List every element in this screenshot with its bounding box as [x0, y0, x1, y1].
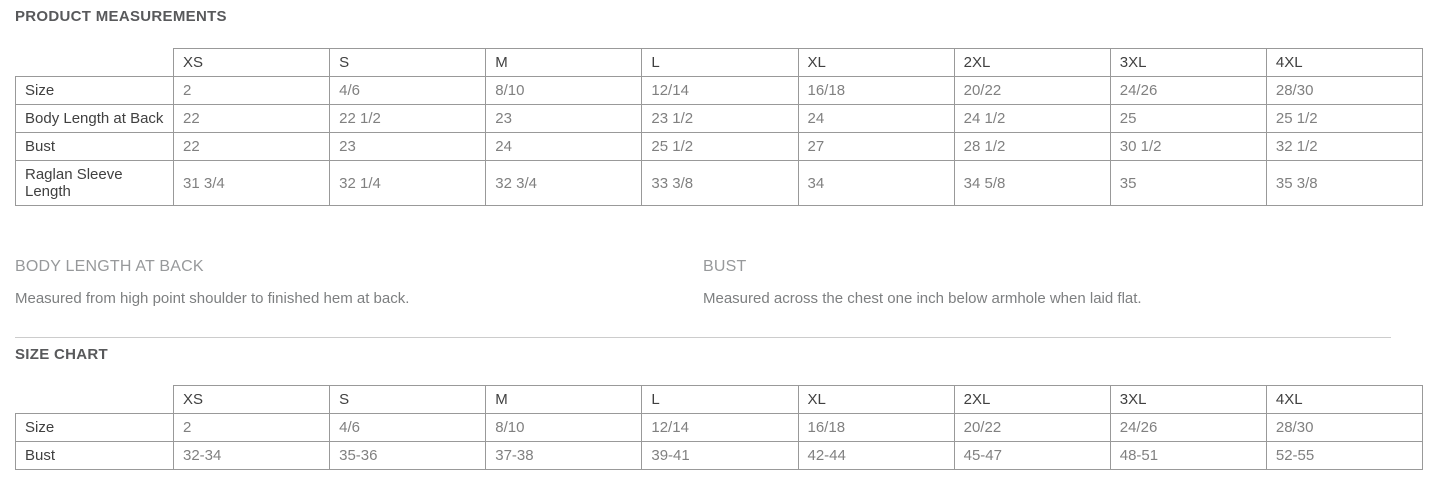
table-cell: 22	[174, 133, 330, 161]
table-cell: 25	[1110, 105, 1266, 133]
corner-cell	[16, 386, 174, 414]
definition-body-length	[15, 258, 703, 307]
definition-description: Measured across the chest one inch below armhole when laid flat.	[703, 290, 1142, 307]
table-row-body-length	[16, 105, 1423, 133]
column-header-2xl: 2XL	[954, 386, 1110, 414]
table-cell: 48-51	[1110, 442, 1266, 470]
definition-title: BODY LENGTH AT BACK	[15, 258, 204, 275]
size-chart-table	[15, 385, 1423, 470]
table-cell: 24	[486, 133, 642, 161]
column-header-4xl: 4XL	[1266, 49, 1422, 77]
size-chart-header-row	[16, 386, 1423, 414]
table-cell: 24/26	[1110, 414, 1266, 442]
table-cell: 25 1/2	[1266, 105, 1422, 133]
table-cell: 33 3/8	[642, 161, 798, 206]
table-cell: 42-44	[798, 442, 954, 470]
column-header-3xl: 3XL	[1110, 49, 1266, 77]
column-header-3xl: 3XL	[1110, 386, 1266, 414]
column-header-xs: XS	[174, 386, 330, 414]
table-cell: 12/14	[642, 77, 798, 105]
table-cell: 52-55	[1266, 442, 1422, 470]
table-cell: 35	[1110, 161, 1266, 206]
table-cell: 2	[174, 77, 330, 105]
table-cell: 34 5/8	[954, 161, 1110, 206]
column-header-m: M	[486, 49, 642, 77]
table-row-size	[16, 77, 1423, 105]
page-title: PRODUCT MEASUREMENTS	[15, 8, 227, 25]
row-label-size: Size	[16, 77, 174, 105]
table-cell: 34	[798, 161, 954, 206]
definition-title: BUST	[703, 258, 747, 275]
table-cell: 8/10	[486, 77, 642, 105]
row-label-bust: Bust	[16, 442, 174, 470]
table-cell: 20/22	[954, 77, 1110, 105]
table-cell: 32 3/4	[486, 161, 642, 206]
column-header-s: S	[330, 49, 486, 77]
table-cell: 16/18	[798, 77, 954, 105]
table-cell: 4/6	[330, 414, 486, 442]
section-divider	[15, 337, 1391, 338]
table-cell: 25 1/2	[642, 133, 798, 161]
column-header-l: L	[642, 386, 798, 414]
table-cell: 32 1/2	[1266, 133, 1422, 161]
table-cell: 31 3/4	[174, 161, 330, 206]
table-cell: 4/6	[330, 77, 486, 105]
size-chart-title: SIZE CHART	[15, 346, 108, 363]
table-cell: 32-34	[174, 442, 330, 470]
table-cell: 37-38	[486, 442, 642, 470]
table-cell: 35-36	[330, 442, 486, 470]
table-cell: 16/18	[798, 414, 954, 442]
table-cell: 8/10	[486, 414, 642, 442]
definition-description: Measured from high point shoulder to finished hem at back.	[15, 290, 410, 307]
row-label-body-length: Body Length at Back	[16, 105, 174, 133]
table-cell: 23	[330, 133, 486, 161]
table-cell: 20/22	[954, 414, 1110, 442]
table-cell: 22	[174, 105, 330, 133]
measurements-header-row	[16, 49, 1423, 77]
column-header-xs: XS	[174, 49, 330, 77]
table-row-bust	[16, 442, 1423, 470]
table-cell: 23	[486, 105, 642, 133]
corner-cell	[16, 49, 174, 77]
table-cell: 24 1/2	[954, 105, 1110, 133]
table-cell: 30 1/2	[1110, 133, 1266, 161]
row-label-size: Size	[16, 414, 174, 442]
table-cell: 28 1/2	[954, 133, 1110, 161]
product-measurements-table	[15, 48, 1423, 206]
table-cell: 2	[174, 414, 330, 442]
table-cell: 39-41	[642, 442, 798, 470]
table-cell: 28/30	[1266, 77, 1422, 105]
table-cell: 23 1/2	[642, 105, 798, 133]
column-header-xl: XL	[798, 386, 954, 414]
row-label-raglan-sleeve: Raglan Sleeve Length	[16, 161, 174, 206]
table-cell: 32 1/4	[330, 161, 486, 206]
column-header-2xl: 2XL	[954, 49, 1110, 77]
table-cell: 12/14	[642, 414, 798, 442]
table-cell: 24	[798, 105, 954, 133]
table-cell: 27	[798, 133, 954, 161]
table-row-bust	[16, 133, 1423, 161]
measurement-definitions	[15, 258, 1438, 307]
table-cell: 35 3/8	[1266, 161, 1422, 206]
column-header-s: S	[330, 386, 486, 414]
row-label-bust: Bust	[16, 133, 174, 161]
table-cell: 24/26	[1110, 77, 1266, 105]
definition-bust	[703, 258, 1391, 307]
column-header-m: M	[486, 386, 642, 414]
table-cell: 22 1/2	[330, 105, 486, 133]
column-header-xl: XL	[798, 49, 954, 77]
table-cell: 28/30	[1266, 414, 1422, 442]
column-header-l: L	[642, 49, 798, 77]
column-header-4xl: 4XL	[1266, 386, 1422, 414]
table-row-size	[16, 414, 1423, 442]
table-row-raglan-sleeve	[16, 161, 1423, 206]
table-cell: 45-47	[954, 442, 1110, 470]
